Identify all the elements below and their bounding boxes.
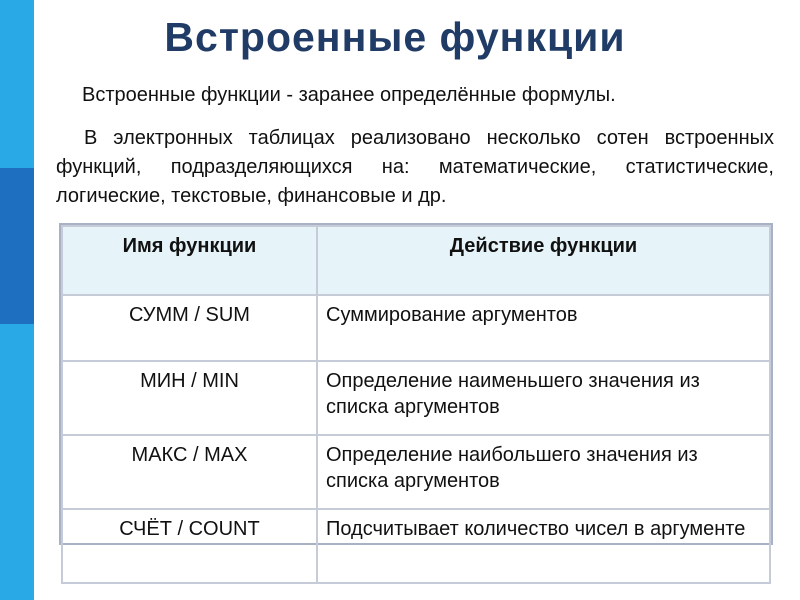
sidebar-accent-dark bbox=[0, 168, 34, 324]
function-name-cell: СЧЁТ / COUNT bbox=[62, 509, 317, 583]
function-action-cell: Суммирование аргументов bbox=[317, 295, 770, 361]
function-name-cell: МИН / MIN bbox=[62, 361, 317, 435]
intro-text: Встроенные функции - заранее определённые формулы. bbox=[82, 84, 616, 106]
function-action-cell: Определение наибольшего значения из списка аргументов bbox=[317, 435, 770, 509]
table-header-row bbox=[62, 226, 770, 295]
functions-table-grid bbox=[61, 225, 771, 584]
function-name-cell: МАКС / MAX bbox=[62, 435, 317, 509]
table-row bbox=[62, 361, 770, 435]
slide-title bbox=[0, 14, 800, 61]
table-row bbox=[62, 295, 770, 361]
slide-title-text: Встроенные функции bbox=[164, 14, 626, 60]
header-function-action: Действие функции bbox=[317, 226, 770, 295]
header-function-name: Имя функции bbox=[62, 226, 317, 295]
table-row bbox=[62, 435, 770, 509]
function-action-cell: Подсчитывает количество чисел в аргументе bbox=[317, 509, 770, 583]
function-name-cell: СУММ / SUM bbox=[62, 295, 317, 361]
table-row bbox=[62, 509, 770, 583]
function-action-cell: Определение наименьшего значения из списка аргументов bbox=[317, 361, 770, 435]
functions-table bbox=[59, 223, 773, 545]
description-paragraph: В электронных таблицах реализовано несколько сотен встроенных функций, подразделяющихся на: математические, статистические, логические, текстовые, финансовые и др. bbox=[56, 127, 774, 207]
